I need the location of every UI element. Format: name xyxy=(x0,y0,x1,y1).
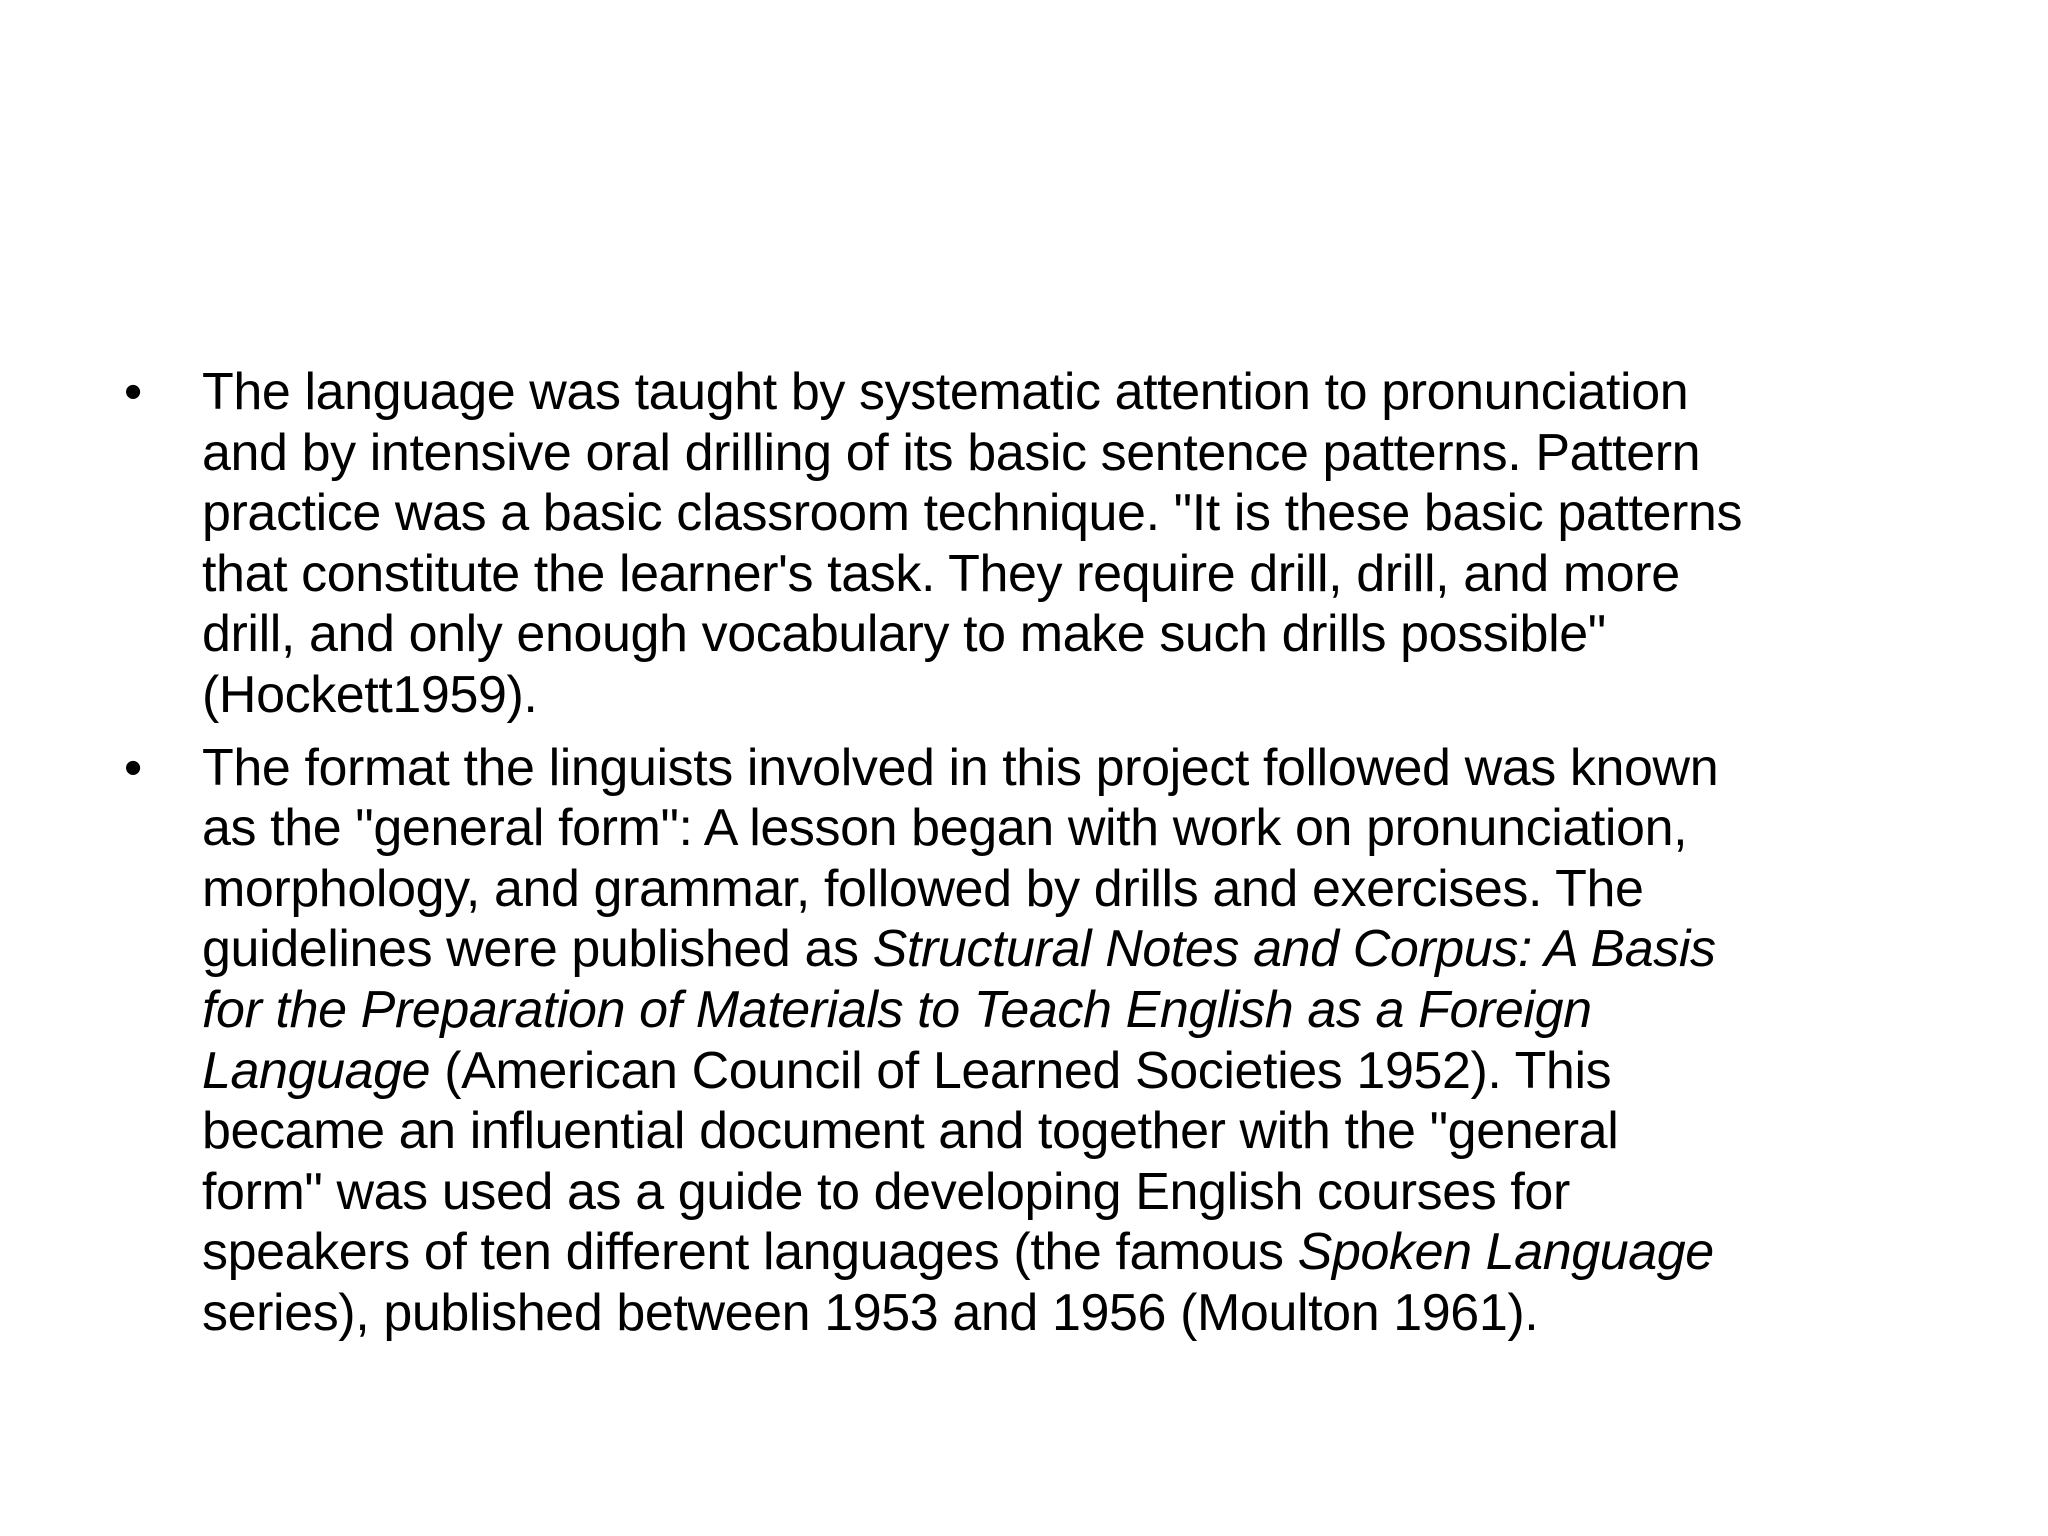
text-line xyxy=(202,738,1978,799)
text-run: The language was taught by systematic attention to pronunciation xyxy=(202,363,1689,421)
text-run: guidelines were published as xyxy=(202,920,873,979)
text-run: The format the linguists involved in this project followed was known xyxy=(202,738,1719,797)
text-run: practice was a basic classroom technique. "It is these basic patterns xyxy=(202,484,1743,543)
text-run: became an influential document and together with the "general xyxy=(202,1102,1619,1161)
text-line xyxy=(202,604,1978,665)
text-line xyxy=(202,483,1978,544)
text-line xyxy=(202,919,1978,980)
text-line xyxy=(202,980,1978,1041)
text-run: series), published between 1953 and 1956 (Moulton 1961). xyxy=(202,1283,1539,1342)
italic-text-run: Spoken Language xyxy=(1297,1223,1714,1282)
text-run: and by intensive oral drilling of its basic sentence patterns. Pattern xyxy=(202,423,1701,482)
bullet-marker: • xyxy=(124,738,143,797)
text-run: as the "general form": A lesson began with work on pronunciation, xyxy=(202,799,1688,858)
text-run: morphology, and grammar, followed by drills and exercises. The xyxy=(202,859,1644,918)
bullet-list xyxy=(118,362,1978,1344)
text-line xyxy=(202,1222,1978,1283)
text-line xyxy=(202,1041,1978,1102)
text-line xyxy=(202,1162,1978,1223)
text-line xyxy=(202,798,1978,859)
text-line xyxy=(202,544,1978,605)
italic-text-run: Language xyxy=(202,1041,431,1100)
text-line xyxy=(202,1101,1978,1162)
text-line xyxy=(202,362,1978,423)
bullet-item xyxy=(118,738,1978,1344)
text-run: speakers of ten different languages (the famous xyxy=(202,1223,1298,1282)
text-run: (Hockett1959). xyxy=(202,665,538,724)
text-line xyxy=(202,665,1978,726)
text-line xyxy=(202,1283,1978,1344)
italic-text-run: Structural Notes and Corpus: A Basis xyxy=(872,920,1716,979)
text-run: that constitute the learner's task. They require drill, drill, and more xyxy=(202,544,1680,603)
text-run: (American Council of Learned Societies 1952). This xyxy=(430,1041,1612,1100)
text-run: form" was used as a guide to developing English courses for xyxy=(202,1162,1570,1221)
text-line xyxy=(202,423,1978,484)
italic-text-run: for the Preparation of Materials to Teach English as a Foreign xyxy=(202,980,1592,1039)
text-line xyxy=(202,859,1978,920)
slide-body xyxy=(118,362,1978,1356)
text-run: drill, and only enough vocabulary to make such drills possible" xyxy=(202,605,1606,664)
bullet-marker: • xyxy=(124,363,143,421)
bullet-item xyxy=(118,362,1978,726)
